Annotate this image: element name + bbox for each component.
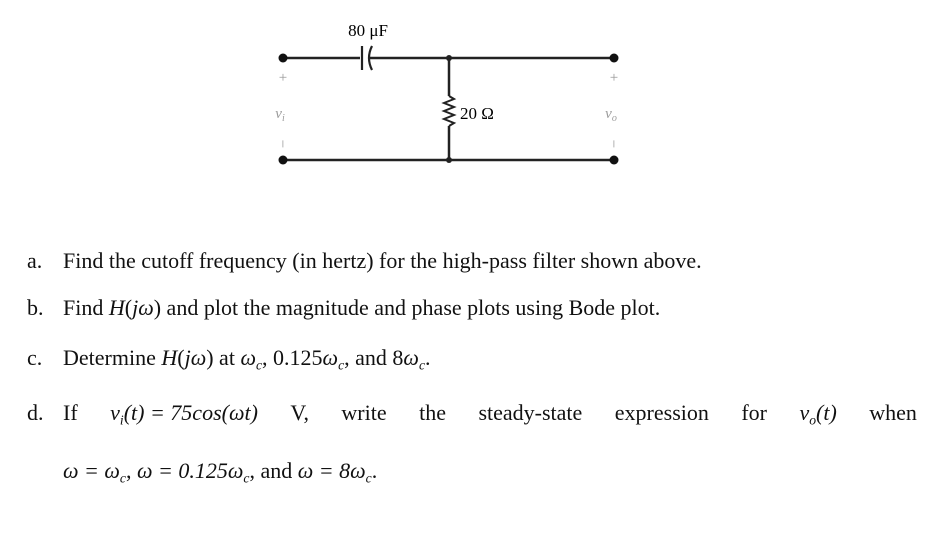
text: ) and plot the magnitude and phase plots using Bode plot. [153, 295, 661, 320]
high-pass-filter-circuit [0, 0, 947, 210]
input-voltage-label: $v_i$ [275, 106, 285, 124]
text: , and [249, 458, 298, 483]
math: ω = ω [63, 458, 120, 483]
question-letter: b. [27, 295, 44, 320]
text: Find [63, 295, 109, 320]
subscript: c [365, 470, 372, 486]
subscript: c [243, 470, 250, 486]
question-c [27, 347, 431, 372]
output-voltage-label: $v_o$ [605, 106, 617, 124]
junction-bottom [446, 157, 452, 163]
math: ω [240, 345, 256, 370]
text: ( [177, 345, 185, 370]
word: steady-state [478, 400, 583, 425]
question-d-conditions [63, 460, 377, 485]
output-minus-sign: − [605, 139, 621, 149]
math: H [108, 295, 125, 320]
word: expression [614, 400, 709, 425]
math: H [161, 345, 178, 370]
subscript: c [255, 357, 263, 373]
output-signal-expression: $v_o(t)$ [799, 400, 837, 428]
math: ω = 0.125ω [136, 458, 244, 483]
word: when [869, 400, 917, 425]
math: jω [184, 345, 207, 370]
word: for [741, 400, 767, 425]
text: Determine [63, 345, 162, 370]
resistor-symbol [444, 96, 454, 126]
text: . [371, 458, 378, 483]
subscript: c [418, 357, 426, 373]
question-letter: c. [27, 345, 43, 370]
junction-top [446, 55, 452, 61]
output-plus-sign: + [609, 70, 619, 86]
input-terminal-top [279, 54, 288, 63]
text: ( [124, 295, 133, 320]
question-letter: a. [27, 248, 43, 273]
math: ω [322, 345, 339, 370]
text: , [125, 458, 137, 483]
math: ω [403, 345, 419, 370]
question-d [27, 402, 917, 427]
text: ) at [206, 345, 241, 370]
math: jω [132, 295, 154, 320]
input-signal-expression: $v_i(t) = 75\cos(\omega t)$ [110, 400, 258, 428]
question-letter: d. [27, 400, 44, 425]
word: the [419, 400, 446, 425]
question-text: Find the cutoff frequency (in hertz) for the high-pass filter shown above. [63, 248, 702, 273]
math: ω = 8ω [297, 458, 366, 483]
subscript: c [119, 470, 126, 486]
input-minus-sign: − [274, 139, 290, 149]
input-plus-sign: + [278, 70, 288, 86]
word: If [63, 400, 78, 425]
word: V, [290, 400, 309, 425]
capacitor-label: 80 μF [348, 21, 388, 40]
text: , and 8 [344, 345, 404, 370]
subscript: c [338, 357, 345, 373]
resistor-label: 20 Ω [460, 104, 494, 123]
word: write [341, 400, 387, 425]
question-a [27, 250, 702, 272]
question-b [27, 297, 660, 319]
output-terminal-top [610, 54, 619, 63]
input-terminal-bottom [279, 156, 288, 165]
text: , 0.125 [262, 345, 323, 370]
output-terminal-bottom [610, 156, 619, 165]
text: . [425, 345, 431, 370]
